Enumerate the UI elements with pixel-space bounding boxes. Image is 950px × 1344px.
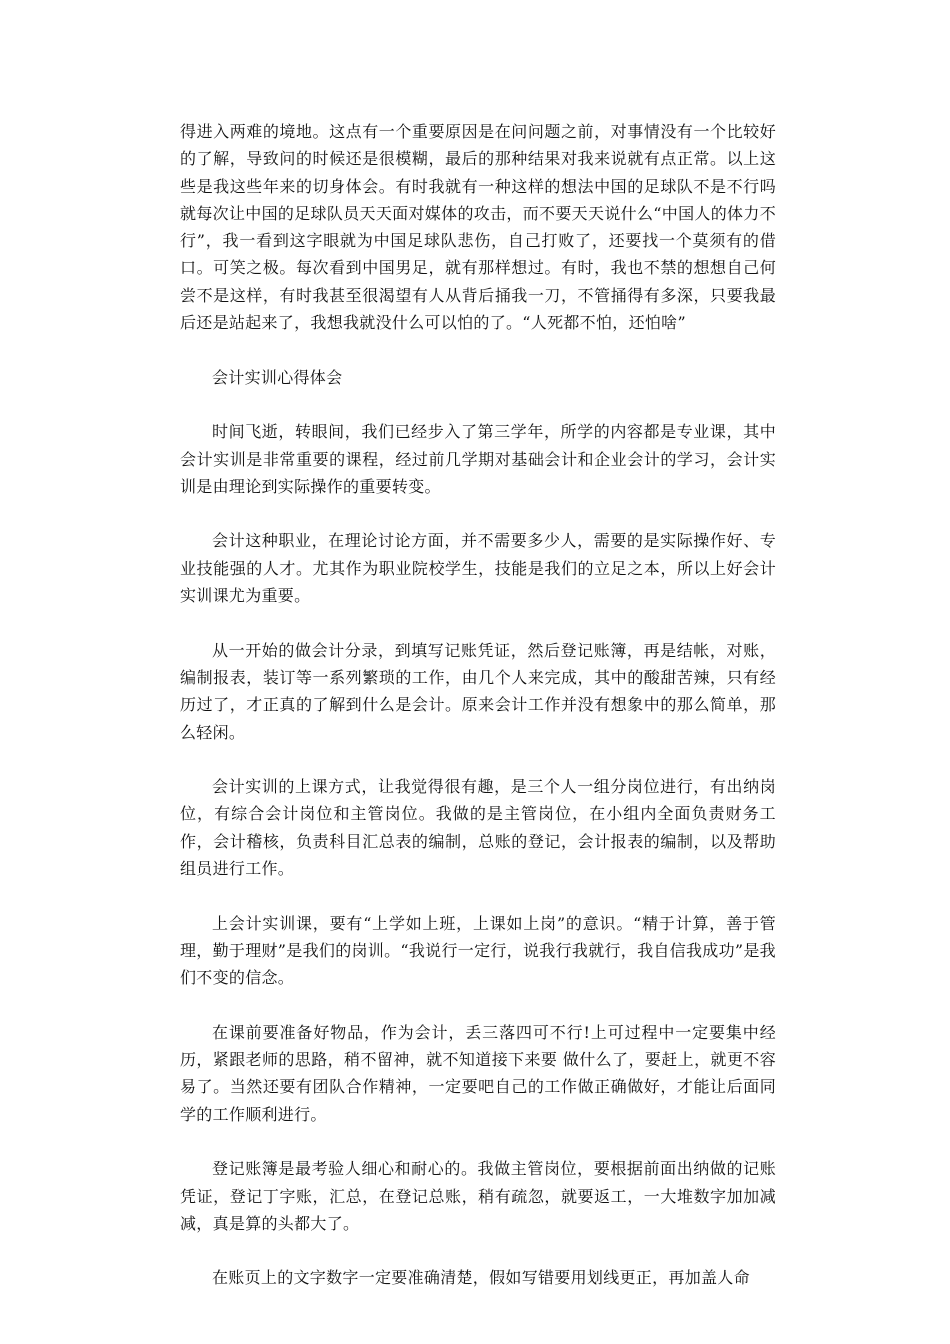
paragraph: 登记账簿是最考验人细心和耐心的。我做主管岗位，要根据前面出纳做的记账凭证，登记丁字账，汇总，在登记总账，稍有疏忽，就要返工，一大堆数字加加减减，真是算的头都大了。 <box>180 1159 776 1233</box>
paragraph: 在课前要准备好物品，作为会计，丢三落四可不行!上可过程中一定要集中经历，紧跟老师的思路，稍不留神，就不知道接下来要 做什么了，要赶上，就更不容易了。当然还要有团队合作精神，一定要吧自己的工作做正确做好，才能让后面同学的工作顺利进行。 <box>180 1022 776 1124</box>
paragraph: 从一开始的做会计分录，到填写记账凭证，然后登记账簿，再是结帐，对账，编制报表，装订等一系列繁琐的工作，由几个人来完成，其中的酸甜苦辣，只有经历过了，才正真的了解到什么是会计。原来会计工作并没有想象中的那么简单，那么轻闲。 <box>180 640 776 742</box>
paragraph: 在账页上的文字数字一定要准确清楚，假如写错要用划线更正，再加盖人命 <box>212 1268 750 1288</box>
section-heading: 会计实训心得体会 <box>212 367 343 387</box>
paragraph: 会计实训的上课方式，让我觉得很有趣，是三个人一组分岗位进行，有出纳岗位，有综合会计岗位和主管岗位。我做的是主管岗位，在小组内全面负责财务工作，会计稽核，负责科目汇总表的编制，总账的登记，会计报表的编制，以及帮助组员进行工作。 <box>180 777 776 879</box>
paragraph: 上会计实训课，要有“上学如上班，上课如上岗”的意识。“精于计算，善于管理，勤于理财”是我们的岗训。“我说行一定行，说我行我就行，我自信我成功”是我们不变的信念。 <box>180 913 776 988</box>
paragraph-continuation: 得进入两难的境地。这点有一个重要原因是在问问题之前，对事情没有一个比较好的了解，导致问的时候还是很模糊，最后的那种结果对我来说就有点正常。以上这些是我这些年来的切身体会。有时我就有一种这样的想法中国的足球队不是不行吗就每次让中国的足球队员天天面对媒体的攻击，而不要天天说什么“中国人的体力不行”，我一看到这字眼就为中国足球队悲伤，自己打败了，还要找一个莫须有的借口。可笑之极。每次看到中国男足，就有那样想过。有时，我也不禁的想想自己何尝不是这样，有时我甚至很渴望有人从背后捅我一刀，不管捅得有多深，只要我最后还是站起来了，我想我就没什么可以怕的了。“人死都不怕，还怕啥” <box>180 122 776 333</box>
paragraph: 时间飞逝，转眼间，我们已经步入了第三学年，所学的内容都是专业课，其中会计实训是非常重要的课程，经过前几学期对基础会计和企业会计的学习，会计实训是由理论到实际操作的重要转变。 <box>180 422 776 496</box>
document-page <box>180 118 776 1319</box>
paragraph: 会计这种职业，在理论讨论方面，并不需要多少人，需要的是实际操作好、专业技能强的人才。尤其作为职业院校学生，技能是我们的立足之本，所以上好会计实训课尤为重要。 <box>180 531 776 606</box>
